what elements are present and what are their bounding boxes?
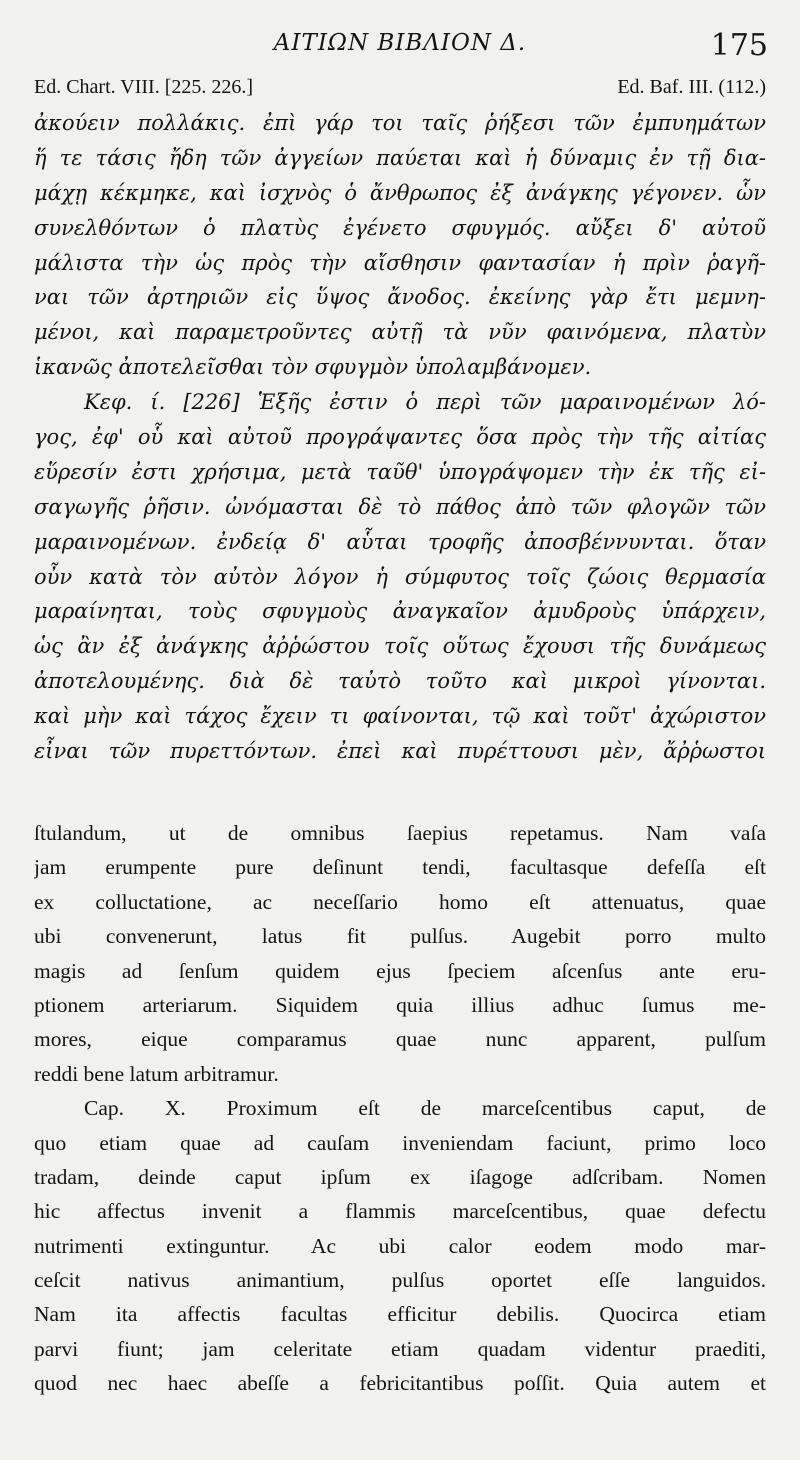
latin-line: quod nec haec abeſſe a febricitantibus poſſit. Quia autem et (34, 1371, 766, 1396)
greek-line: μάλιστα τὴν ὡς πρὸς τὴν αἴσθησιν φαντασίαν ἡ πρὶν ῥαγῆ- (34, 250, 766, 275)
latin-line: nutrimenti extinguntur. Ac ubi calor eodem modo mar- (34, 1233, 766, 1258)
greek-chapter-heading-line: Κεφ. ί. [226] Ἑξῆς ἐστιν ὁ περὶ τῶν μαραινομένων λό- (84, 390, 766, 415)
greek-line: συνελθόντων ὁ πλατὺς ἐγένετο σφυγμός. αὔξει δ' αὐτοῦ (34, 215, 766, 240)
greek-line: ἱκανῶς ἀποτελεῖσθαι τὸν σφυγμὸν ὑπολαμβάνομεν. (34, 355, 592, 380)
latin-line: magis ad ſenſum quidem ejus ſpeciem aſcenſus ante eru- (34, 958, 766, 983)
latin-line: tradam, deinde caput ipſum ex iſagoge adſcribam. Nomen (34, 1164, 766, 1189)
edition-reference-left: Ed. Chart. VIII. [225. 226.] (34, 76, 254, 98)
latin-line: ex colluctatione, ac neceſſario homo eſt attenuatus, quae (34, 889, 766, 914)
greek-line: μαραινομένων. ἐνδείᾳ δ' αὗται τροφῆς ἀποσβέννυνται. ὅταν (34, 529, 766, 554)
greek-line: ἀκούειν πολλάκις. ἐπὶ γάρ τοι ταῖς ῥήξεσι τῶν ἐμπυημάτων (34, 111, 766, 135)
greek-line: ὡς ἂν ἐξ ἀνάγκης ἀῤῥώστου τοῖς οὕτως ἔχουσι τῆς δυνάμεως (34, 634, 766, 659)
greek-line: γος, ἐφ' οὗ καὶ αὐτοῦ προγράψαντες ὅσα πρὸς τὴν τῆς αἰτίας (34, 425, 766, 450)
latin-line: hic affectus invenit a flammis marceſcentibus, quae defectu (34, 1199, 766, 1224)
running-title: ΑΙΤΙΩΝ ΒΙΒΛΙΟΝ Δ. (273, 30, 527, 56)
greek-line: μένοι, καὶ παραμετροῦντες αὐτῇ τὰ νῦν φαινόμενα, πλατὺν (34, 320, 766, 345)
edition-reference-right: Ed. Baf. III. (112.) (617, 76, 766, 98)
greek-line: ἀποτελουμένης. διὰ δὲ ταὐτὸ τοῦτο καὶ μικροὶ γίνονται. (34, 669, 766, 694)
greek-line: εὕρεσίν ἐστι χρήσιμα, μετὰ ταῦθ' ὑπογράψομεν τὴν ἐκ τῆς εἰ- (34, 459, 766, 484)
latin-line: ptionem arteriarum. Siquidem quia illius adhuc ſumus me- (34, 992, 766, 1017)
greek-text-block (34, 106, 766, 769)
latin-line: ſtulandum, ut de omnibus ſaepius repetamus. Nam vaſa (34, 821, 766, 845)
latin-line: jam erumpente pure deſinunt tendi, facultasque defeſſa eſt (34, 855, 766, 880)
greek-line: ναι τῶν ἀρτηριῶν εἰς ὕψος ἄνοδος. ἐκείνης γὰρ ἔτι μεμνη- (34, 285, 766, 310)
latin-text-block (34, 816, 766, 1401)
latin-line: Nam ita affectis facultas efficitur debilis. Quocirca etiam (34, 1302, 766, 1327)
greek-line: καὶ μὴν καὶ τάχος ἔχειν τι φαίνονται, τῷ καὶ τοῦτ' ἀχώριστον (34, 704, 766, 729)
page-number: 175 (710, 28, 768, 63)
greek-line: ἥ τε τάσις ἤδη τῶν ἀγγείων παύεται καὶ ἡ δύναμις ἐν τῇ δια- (34, 145, 766, 170)
latin-line: parvi fiunt; jam celeritate etiam quadam videntur praediti, (34, 1336, 766, 1361)
latin-chapter-heading-line: Cap. X. Proximum eſt de marceſcentibus caput, de (84, 1096, 766, 1121)
greek-line: μαραίνηται, τοὺς σφυγμοὺς ἀναγκαῖον ἀμυδροὺς ὑπάρχειν, (34, 599, 766, 624)
greek-line: οὖν κατὰ τὸν αὐτὸν λόγον ἡ σύμφυτος τοῖς ζώοις θερμασία (34, 564, 766, 589)
latin-line: mores, eique comparamus quae nunc apparent, pulſum (34, 1027, 766, 1052)
greek-line: μάχῃ κέκμηκε, καὶ ἰσχνὸς ὁ ἄνθρωπος ἐξ ἀνάγκης γέγονεν. ὧν (34, 180, 766, 205)
latin-line: ceſcit nativus animantium, pulſus oportet eſſe languidos. (34, 1268, 766, 1293)
greek-line: εἶναι τῶν πυρεττόντων. ἐπεὶ καὶ πυρέττουσι μὲν, ἄῤῥωστοι (34, 739, 766, 764)
latin-line: reddi bene latum arbitramur. (34, 1061, 279, 1086)
latin-line: quo etiam quae ad cauſam inveniendam faciunt, primo loco (34, 1130, 766, 1155)
latin-line: ubi convenerunt, latus fit pulſus. Augebit porro multo (34, 924, 766, 949)
greek-line: σαγωγῆς ῥῆσιν. ὠνόμασται δὲ τὸ πάθος ἀπὸ τῶν φλογῶν τῶν (34, 494, 766, 519)
